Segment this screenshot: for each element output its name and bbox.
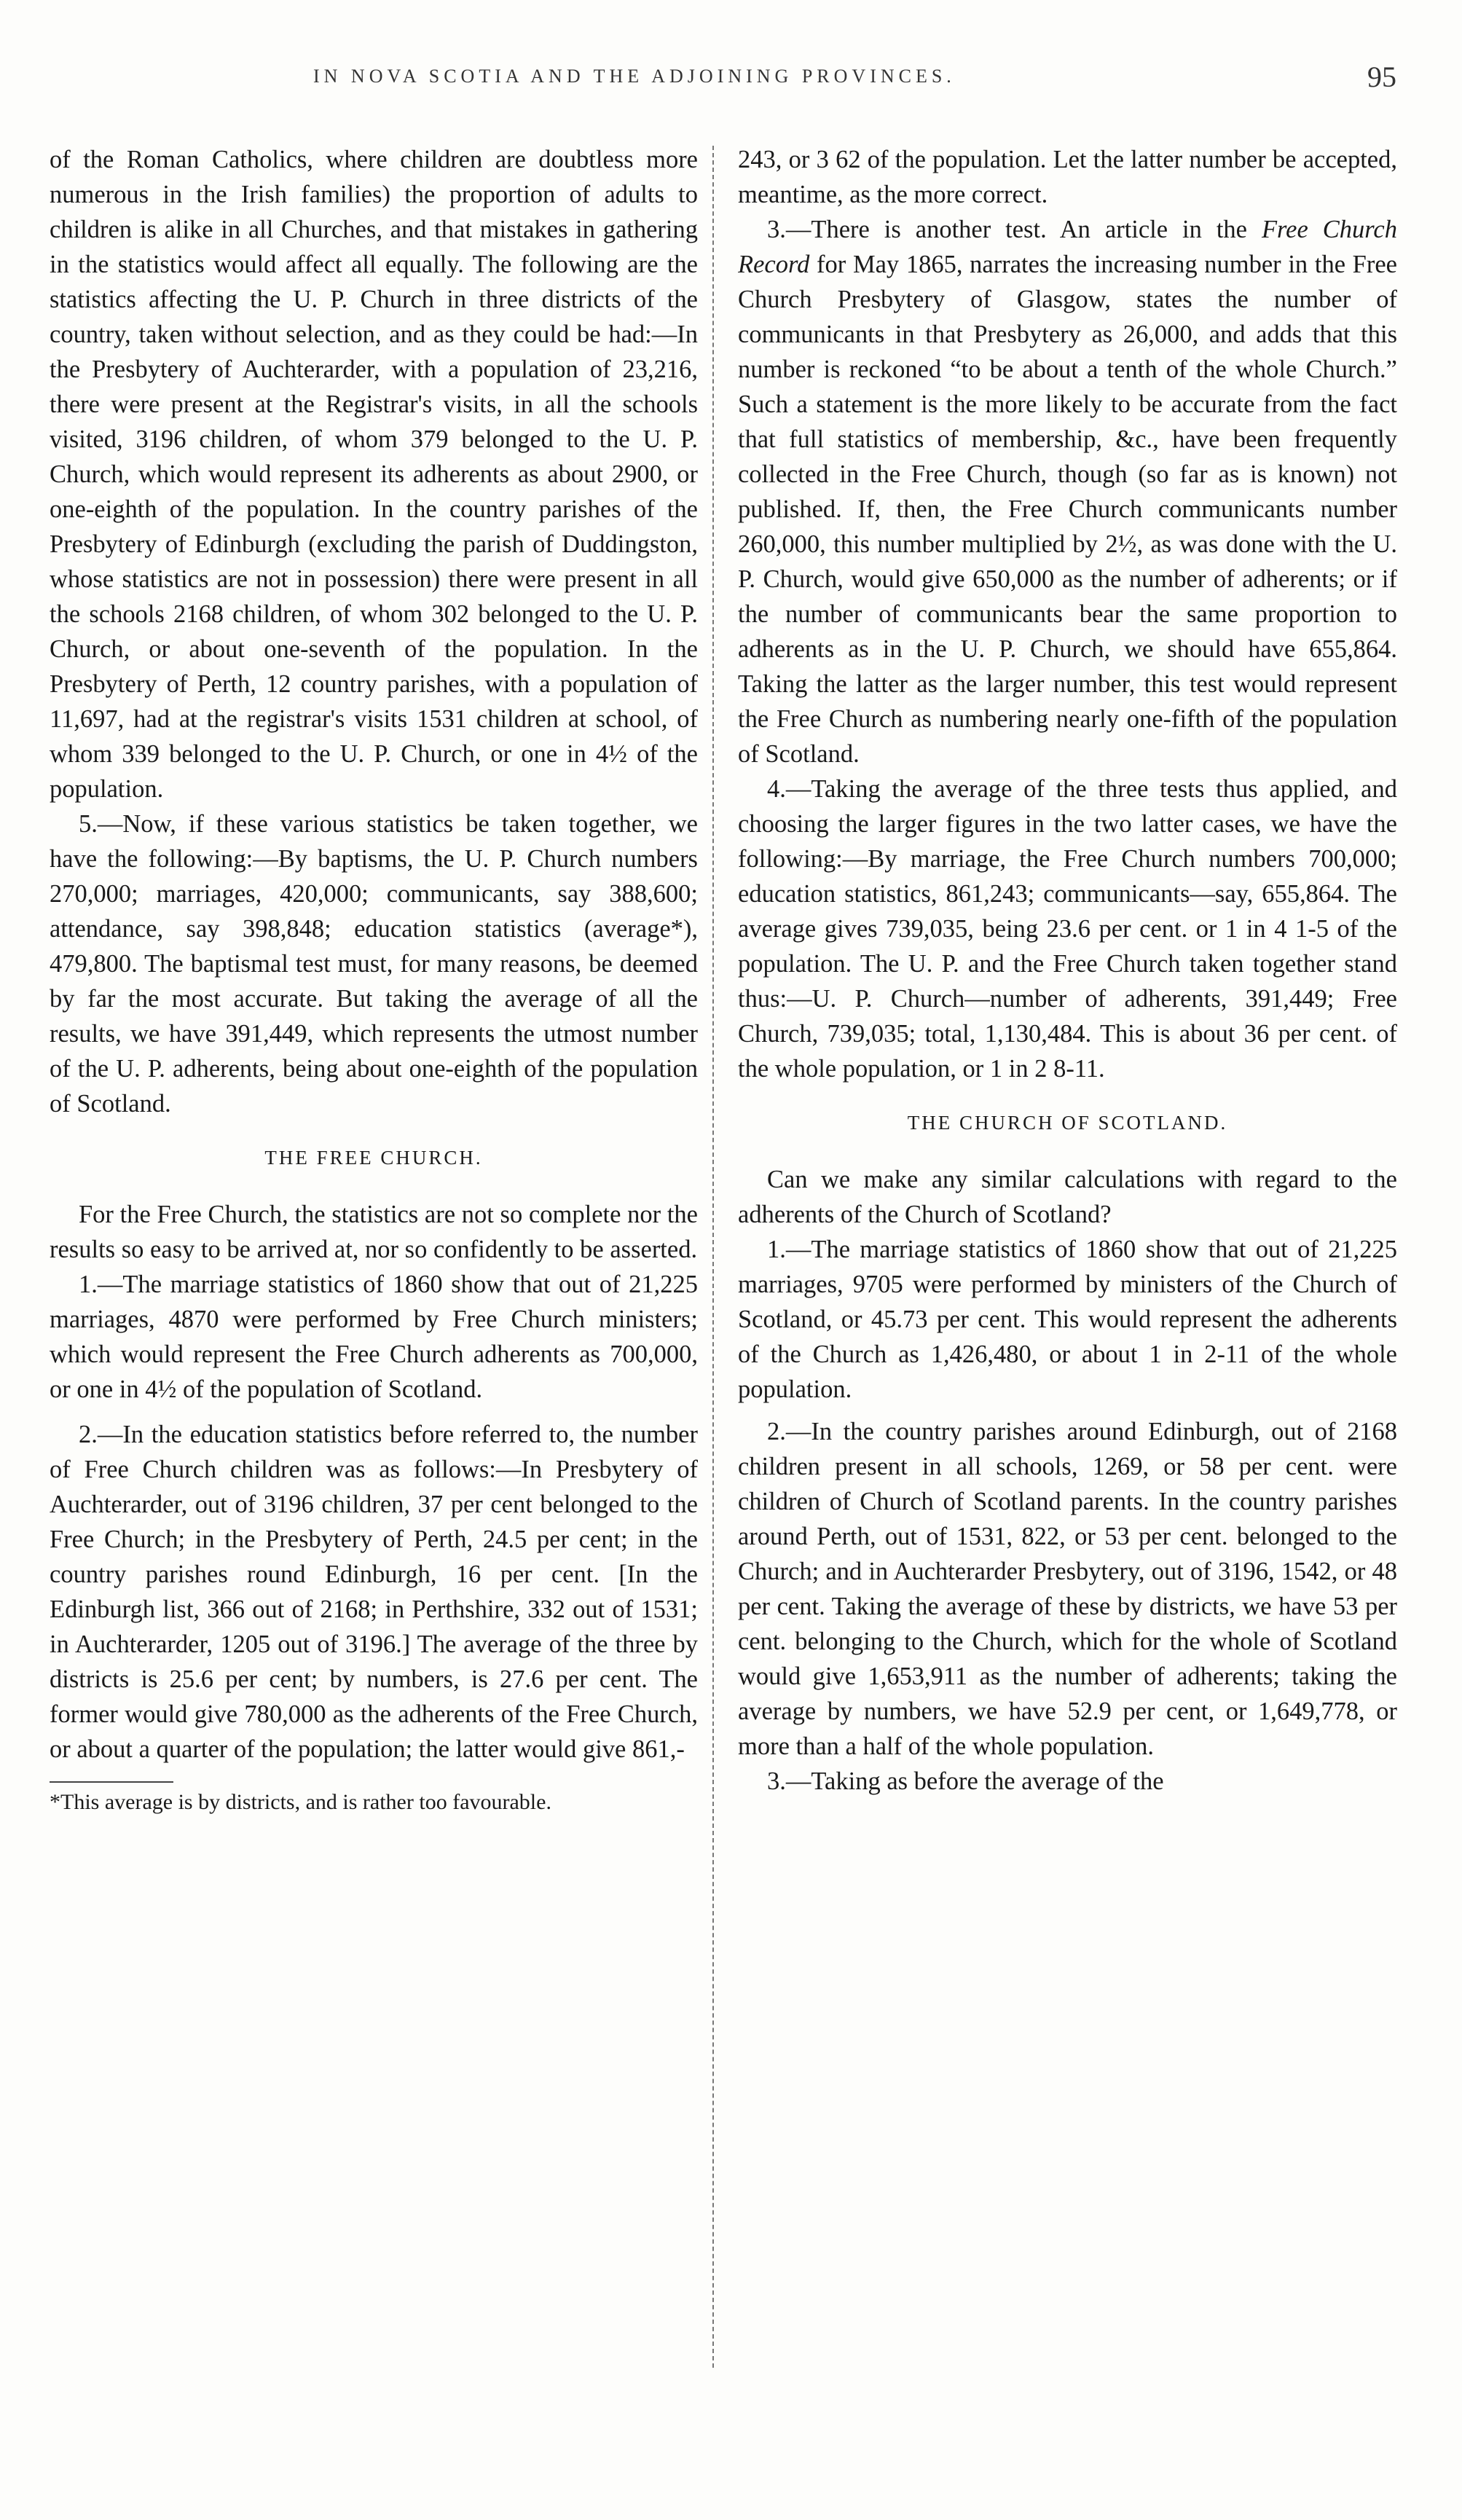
paragraph: 3.—Taking as before the average of the (767, 1767, 1164, 1795)
paragraph: 2.—In the education statistics before referred to, the number of Free Church children was as follows:—In Presbytery of Auchterarder, out of 3196 children, 37 per cent belonged to the Free Church; in the Presbytery of Perth, 24.5 per cent; in the country parishes round Edinburgh, 16 per cent. [In the Edinburgh list, 366 out of 2168; in Perthshire, 332 out of 1531; in Auchterarder, 1205 out of 3196.] The average of the three by districts is 25.6 per cent; by numbers, is 27.6 per cent. The former would give 780,000 as the adherents of the Free Church, or about a quarter of the population; the latter would give 861,- (50, 1421, 698, 1763)
footnote-rule (50, 1781, 173, 1783)
text-span: 3.—There is another test. An article in the (767, 216, 1262, 243)
page-number: 95 (1367, 60, 1396, 93)
section-heading-free-church: THE FREE CHURCH. (264, 1147, 483, 1169)
section-heading-church-of-scotland: THE CHURCH OF SCOTLAND. (907, 1112, 1228, 1134)
paragraph: 1.—The marriage statistics of 1860 show that out of 21,225 marriages, 4870 were performed by Free Church ministers; which would represent the Free Church adherents as 700,000, or one in 4½ of the population of Scotland. (50, 1271, 698, 1403)
paragraph: 1.—The marriage statistics of 1860 show that out of 21,225 marriages, 9705 were performed by ministers of the Church of Scotland, or 45.73 per cent. This would represent the adherents of the Church as 1,426,480, or about 1 in 2-11 of the whole population. (738, 1236, 1397, 1403)
running-header-title: IN NOVA SCOTIA AND THE ADJOINING PROVINCES. (313, 66, 956, 87)
paragraph: 2.—In the country parishes around Edinburgh, out of 2168 children present in all schools, 1269, or 58 per cent. were children of Church of Scotland parents. In the country parishes around Perth, out of 1531, 822, or 53 per cent. belonged to the Church; and in Auchterarder Presbytery, out of 3196, 1542, or 48 per cent. Taking the average of these by districts, we have 53 per cent. belonging to the Church, which for the whole of Scotland would give 1,653,911 as the number of adherents; taking the average by numbers, we have 52.9 per cent, or 1,649,778, or more than a half of the whole population. (738, 1418, 1397, 1760)
paragraph (738, 212, 1397, 772)
running-header (66, 51, 1396, 109)
italic-title: Free Church Record (738, 216, 1397, 278)
column-divider (712, 146, 714, 2368)
left-column (50, 142, 698, 2459)
paragraph: 243, or 3 62 of the population. Let the latter number be accepted, meantime, as the more correct. (738, 146, 1397, 208)
paragraph: For the Free Church, the statistics are not so complete nor the results so easy to be arrived at, nor so confidently to be asserted. (50, 1201, 698, 1263)
paragraph: 5.—Now, if these various statistics be taken together, we have the following:—By baptisms, the U. P. Church numbers 270,000; marriages, 420,000; communicants, say 388,600; attendance, say 398,848; education statistics (average*), 479,800. The baptismal test must, for many reasons, be deemed by far the most accurate. But taking the average of all the results, we have 391,449, which represents the utmost number of the U. P. adherents, being about one-eighth of the population of Scotland. (50, 810, 698, 1118)
text-span: for May 1865, narrates the increasing number in the Free Church Presbytery of Glasgow, states the number of communicants in that Presbytery as 26,000, and adds that this number is reckoned “to be about a tenth of the whole Church.” Such a statement is the more likely to be accurate from the fact that full statistics of membership, &c., have been frequently collected in the Free Church, though (so far as is known) not published. If, then, the Free Church communicants number 260,000, this number multiplied by 2½, as was done with the U. P. Church, would give 650,000 as the number of adherents; or if the number of communicants bear the same proportion to adherents as in the U. P. Church, we should have 655,864. Taking the latter as the larger number, this test would represent the Free Church as numbering nearly one-fifth of the population of Scotland. (738, 251, 1397, 768)
paragraph: of the Roman Catholics, where children are doubtless more numerous in the Irish families) the proportion of adults to children is alike in all Churches, and that mistakes in gathering in the statistics would affect all equally. The following are the statistics affecting the U. P. Church in three districts of the country, taken without selection, and as they could be had:—In the Presbytery of Auchterarder, with a population of 23,216, there were present at the Registrar's visits, in all the schools visited, 3196 children, of whom 379 belonged to the U. P. Church, which would represent its adherents as about 2900, or one-eighth of the population. In the country parishes of the Presbytery of Edinburgh (excluding the parish of Duddingston, whose statistics are not in possession) there were present in all the schools 2168 children, of whom 302 belonged to the U. P. Church, or about one-seventh of the population. In the Presbytery of Perth, 12 country parishes, with a population of 11,697, had at the registrar's visits 1531 children at school, of whom 339 belonged to the U. P. Church, or one in 4½ of the population. (50, 146, 698, 803)
paragraph: Can we make any similar calculations with regard to the adherents of the Church of Scotland? (738, 1166, 1397, 1228)
right-column (738, 142, 1397, 2459)
footnote: *This average is by districts, and is rather too favourable. (50, 1790, 551, 1814)
paragraph: 4.—Taking the average of the three tests thus applied, and choosing the larger figures in the two latter cases, we have the following:—By marriage, the Free Church numbers 700,000; education statistics, 861,243; communicants—say, 655,864. The average gives 739,035, being 23.6 per cent. or 1 in 4 1-5 of the population. The U. P. and the Free Church taken together stand thus:—U. P. Church—number of adherents, 391,449; Free Church, 739,035; total, 1,130,484. This is about 36 per cent. of the whole population, or 1 in 2 8-11. (738, 775, 1397, 1083)
